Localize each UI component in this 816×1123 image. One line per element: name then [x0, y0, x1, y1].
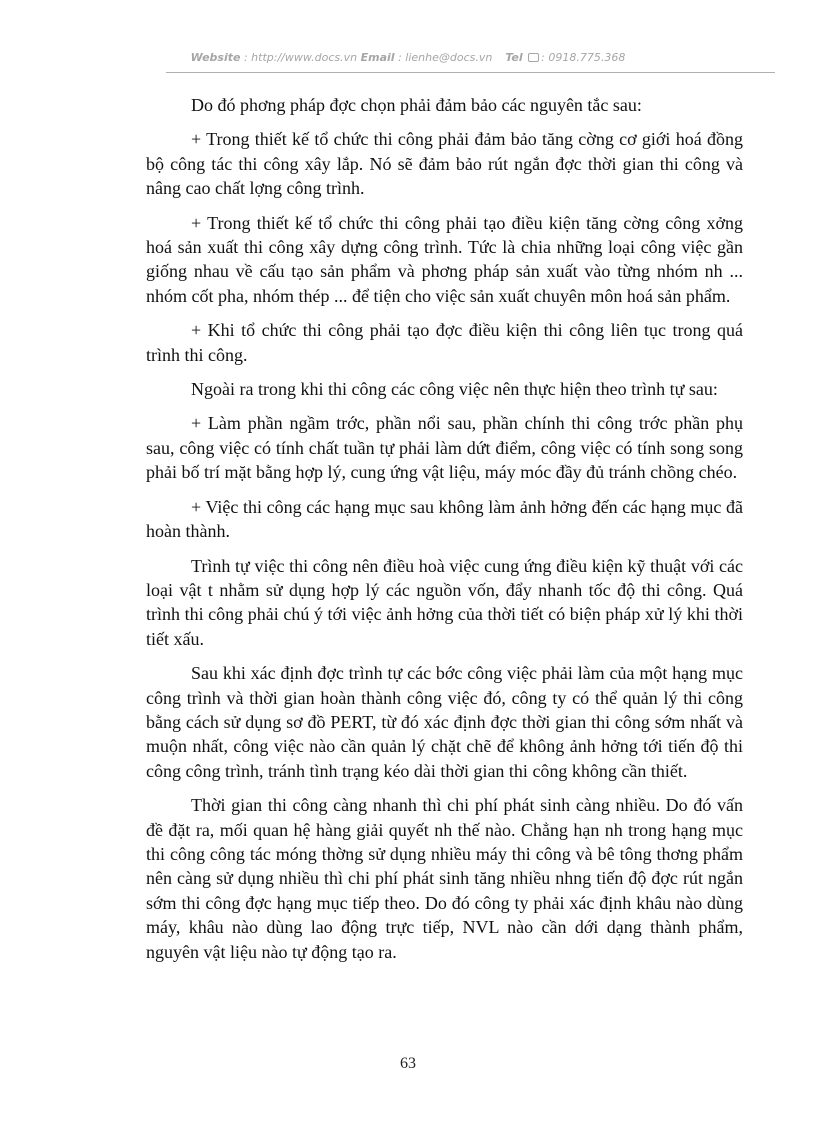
paragraph: Thời gian thi công càng nhanh thì chi phí phát sinh càng nhiều. Do đó vấn đề đặt ra, mối quan hệ hàng giải quyết nh thế nào. Chẳng hạn nh trong hạng mục thi công công tác móng thờng sử dụng nhiều máy thi công và bê tông thơng phẩm nên càng sử dụng nhiều thì chi phí phát sinh tăng nhiều nhng tiến độ đợc rút ngắn sớm thi công đợc hạng mục tiếp theo. Do đó công ty phải xác định khâu nào dùng máy, khâu nào dùng lao động trực tiếp, NVL nào cần dới dạng thành phẩm, nguyên vật liệu nào tự động tạo ra.: [146, 795, 743, 962]
page-header: [0, 51, 816, 64]
paragraph: + Trong thiết kế tổ chức thi công phải tạo điều kiện tăng cờng công xởng hoá sản xuất thi công xây dựng công trình. Tức là chia những loại công việc gần giống nhau về cấu tạo sản phẩm và phơng pháp sản xuất vào từng nhóm nh ... nhóm cốt pha, nhóm thép ... để tiện cho việc sản xuất chuyên môn hoá sản phẩm.: [146, 212, 743, 306]
paragraph: + Làm phần ngầm trớc, phần nổi sau, phần chính thi công trớc phần phụ sau, công việc có tính chất tuần tự phải làm dứt điểm, công việc có tính song song phải bố trí mặt bằng hợp lý, cung ứng vật liệu, máy móc đầy đủ tránh chồng chéo.: [146, 413, 743, 483]
paragraph: Do đó phơng pháp đợc chọn phải đảm bảo các nguyên tắc sau:: [191, 95, 642, 115]
paragraph: Trình tự việc thi công nên điều hoà việc cung ứng điều kiện kỹ thuật với các loại vật t nhằm sử dụng hợp lý các nguồn vốn, đẩy nhanh tốc độ thi công. Quá trình thi công phải chú ý tới việc ảnh hởng của thời tiết có biện pháp xử lý khi thời tiết xấu.: [146, 555, 743, 649]
document-body: [146, 93, 743, 974]
paragraph: Ngoài ra trong khi thi công các công việc nên thực hiện theo trình tự sau:: [191, 379, 718, 400]
paragraph: Sau khi xác định đợc trình tự các bớc công việc phải làm của một hạng mục công trình và thời gian hoàn thành công việc đó, công ty có thể quản lý thi công bằng cách sử dụng sơ đồ PERT, từ đó xác định đợc thời gian thi công sớm nhất và muộn nhất, công việc nào cần quản lý chặt chẽ để không ảnh hởng tới tiến độ thi công công trình, tránh tình trạng kéo dài thời gian thi công không cần thiết.: [146, 663, 743, 781]
page-number: 63: [400, 1055, 416, 1072]
website-label: Website: [190, 51, 241, 64]
paragraph: + Khi tổ chức thi công phải tạo đợc điều kiện thi công liên tục trong quá trình thi công.: [146, 320, 743, 365]
header-rule: [166, 72, 775, 73]
email-label: Email: [360, 51, 395, 64]
tel-label: Tel: [505, 51, 523, 64]
website-value[interactable]: : http://www.docs.vn: [243, 51, 358, 64]
phone-icon: [528, 53, 539, 62]
email-value[interactable]: : lienhe@docs.vn: [398, 51, 493, 64]
paragraph: + Trong thiết kế tổ chức thi công phải đảm bảo tăng cờng cơ giới hoá đồng bộ công tác thi công xây lắp. Nó sẽ đảm bảo rút ngắn đợc thời gian thi công và nâng cao chất lợng công trình.: [146, 129, 743, 199]
tel-value: : 0918.775.368: [541, 51, 626, 64]
paragraph: + Việc thi công các hạng mục sau không làm ảnh hởng đến các hạng mục đã hoàn thành.: [146, 496, 743, 542]
